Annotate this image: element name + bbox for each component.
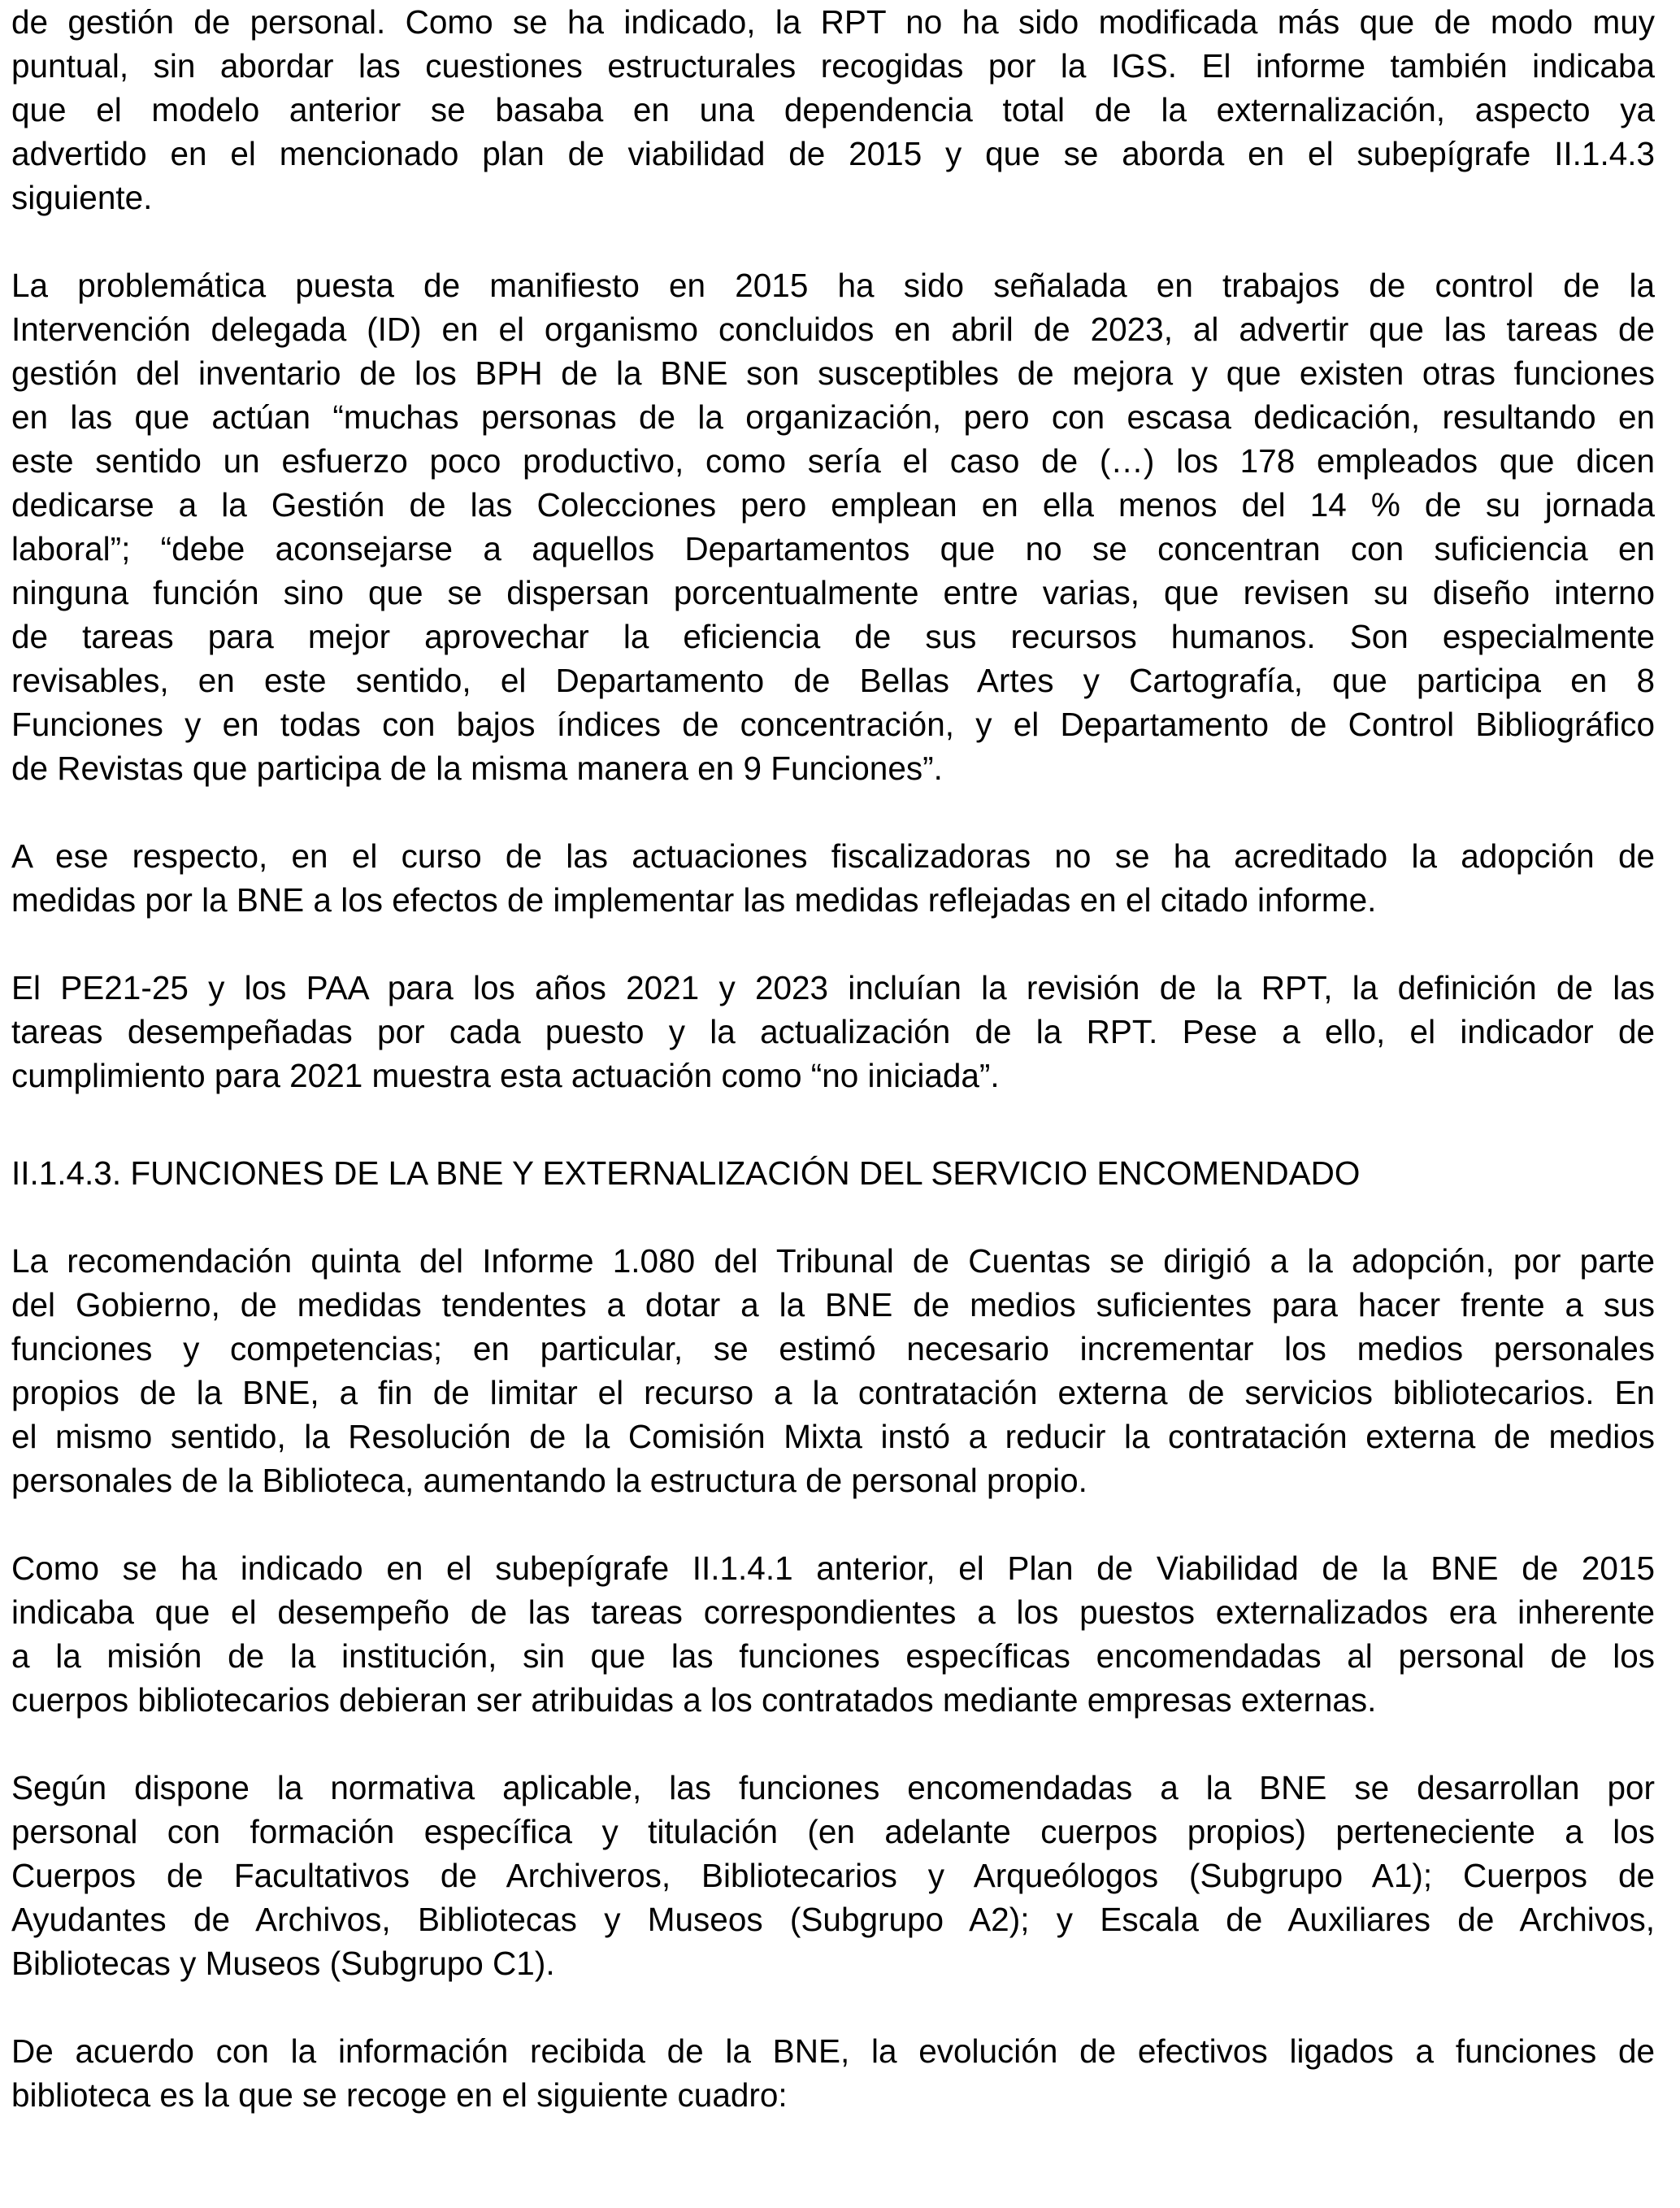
text-line: advertido en el mencionado plan de viabilidad de 2015 y que se aborda en el subepígrafe II.1.4.3 bbox=[11, 135, 1655, 172]
text-line: este sentido un esfuerzo poco productivo, como sería el caso de (…) los 178 empleados que dicen bbox=[11, 442, 1655, 480]
body-section-after bbox=[11, 1239, 1655, 2117]
text-line: revisables, en este sentido, el Departamento de Bellas Artes y Cartografía, que participa en 8 bbox=[11, 662, 1655, 699]
text-line: Cuerpos de Facultativos de Archiveros, Bibliotecarios y Arqueólogos (Subgrupo A1); Cuerpos de bbox=[11, 1857, 1655, 1894]
paragraph bbox=[11, 834, 1655, 922]
text-line: Funciones y en todas con bajos índices de concentración, y el Departamento de Control Bibliográfico bbox=[11, 706, 1655, 743]
text-line: que el modelo anterior se basaba en una dependencia total de la externalización, aspecto ya bbox=[11, 91, 1655, 128]
text-line: de tareas para mejor aprovechar la eficiencia de sus recursos humanos. Son especialmente bbox=[11, 618, 1655, 655]
text-line: A ese respecto, en el curso de las actuaciones fiscalizadoras no se ha acreditado la adopción de bbox=[11, 837, 1655, 875]
text-line: biblioteca es la que se recoge en el siguiente cuadro: bbox=[11, 2076, 788, 2114]
text-line: a la misión de la institución, sin que las funciones específicas encomendadas al personal de los bbox=[11, 1637, 1655, 1675]
document-page bbox=[11, 0, 1655, 2161]
text-line: Según dispone la normativa aplicable, las funciones encomendadas a la BNE se desarrollan por bbox=[11, 1769, 1655, 1806]
text-line: siguiente. bbox=[11, 179, 153, 216]
body-section-before bbox=[11, 0, 1655, 1097]
text-line: De acuerdo con la información recibida de la BNE, la evolución de efectivos ligados a funciones de bbox=[11, 2032, 1655, 2070]
text-line: cuerpos bibliotecarios debieran ser atribuidas a los contratados mediante empresas externas. bbox=[11, 1681, 1377, 1719]
text-line: gestión del inventario de los BPH de la BNE son susceptibles de mejora y que existen otras funciones bbox=[11, 354, 1655, 392]
text-line: Intervención delegada (ID) en el organismo concluidos en abril de 2023, al advertir que las tareas de bbox=[11, 311, 1655, 348]
text-line: dedicarse a la Gestión de las Colecciones pero emplean en ella menos del 14 % de su jornada bbox=[11, 486, 1655, 524]
text-line: ninguna función sino que se dispersan porcentualmente entre varias, que revisen su diseño interno bbox=[11, 574, 1655, 611]
text-line: el mismo sentido, la Resolución de la Comisión Mixta instó a reducir la contratación externa de medios bbox=[11, 1418, 1655, 1455]
text-line: Bibliotecas y Museos (Subgrupo C1). bbox=[11, 1945, 555, 1982]
paragraph bbox=[11, 1239, 1655, 1502]
text-line: puntual, sin abordar las cuestiones estructurales recogidas por la IGS. El informe también indicaba bbox=[11, 47, 1655, 85]
text-line: cumplimiento para 2021 muestra esta actuación como “no iniciada”. bbox=[11, 1057, 1000, 1094]
text-line: laboral”; “debe aconsejarse a aquellos Departamentos que no se concentran con suficiencia en bbox=[11, 530, 1655, 567]
section-heading: II.1.4.3. FUNCIONES DE LA BNE Y EXTERNALIZACIÓN DEL SERVICIO ENCOMENDADO bbox=[11, 1154, 1361, 1192]
paragraph bbox=[11, 2029, 1655, 2117]
text-line: Ayudantes de Archivos, Bibliotecas y Museos (Subgrupo A2); y Escala de Auxiliares de Archivos, bbox=[11, 1901, 1655, 1938]
paragraph bbox=[11, 1766, 1655, 1985]
text-line: indicaba que el desempeño de las tareas correspondientes a los puestos externalizados era inherente bbox=[11, 1593, 1655, 1631]
text-line: personales de la Biblioteca, aumentando la estructura de personal propio. bbox=[11, 1462, 1087, 1499]
paragraph bbox=[11, 1546, 1655, 1722]
paragraph bbox=[11, 966, 1655, 1097]
text-line: de gestión de personal. Como se ha indicado, la RPT no ha sido modificada más que de modo muy bbox=[11, 3, 1655, 41]
paragraph bbox=[11, 263, 1655, 790]
text-line: personal con formación específica y titulación (en adelante cuerpos propios) perteneciente a los bbox=[11, 1813, 1655, 1850]
text-line: El PE21-25 y los PAA para los años 2021 y 2023 incluían la revisión de la RPT, la definición de las bbox=[11, 969, 1655, 1006]
text-line: medidas por la BNE a los efectos de implementar las medidas reflejadas en el citado informe. bbox=[11, 881, 1377, 919]
text-line: funciones y competencias; en particular, se estimó necesario incrementar los medios personales bbox=[11, 1330, 1655, 1367]
text-line: Como se ha indicado en el subepígrafe II.1.4.1 anterior, el Plan de Viabilidad de la BNE de 2015 bbox=[11, 1550, 1655, 1587]
text-line: en las que actúan “muchas personas de la organización, pero con escasa dedicación, resultando en bbox=[11, 398, 1655, 436]
text-line: tareas desempeñadas por cada puesto y la actualización de la RPT. Pese a ello, el indicador de bbox=[11, 1013, 1655, 1050]
text-line: de Revistas que participa de la misma manera en 9 Funciones”. bbox=[11, 750, 943, 787]
text-line: La problemática puesta de manifiesto en 2015 ha sido señalada en trabajos de control de la bbox=[11, 267, 1655, 304]
text-line: del Gobierno, de medidas tendentes a dotar a la BNE de medios suficientes para hacer frente a sus bbox=[11, 1286, 1655, 1323]
paragraph bbox=[11, 0, 1655, 219]
text-line: propios de la BNE, a fin de limitar el recurso a la contratación externa de servicios bibliotecarios. En bbox=[11, 1374, 1655, 1411]
text-line: La recomendación quinta del Informe 1.080 del Tribunal de Cuentas se dirigió a la adopción, por parte bbox=[11, 1242, 1655, 1280]
